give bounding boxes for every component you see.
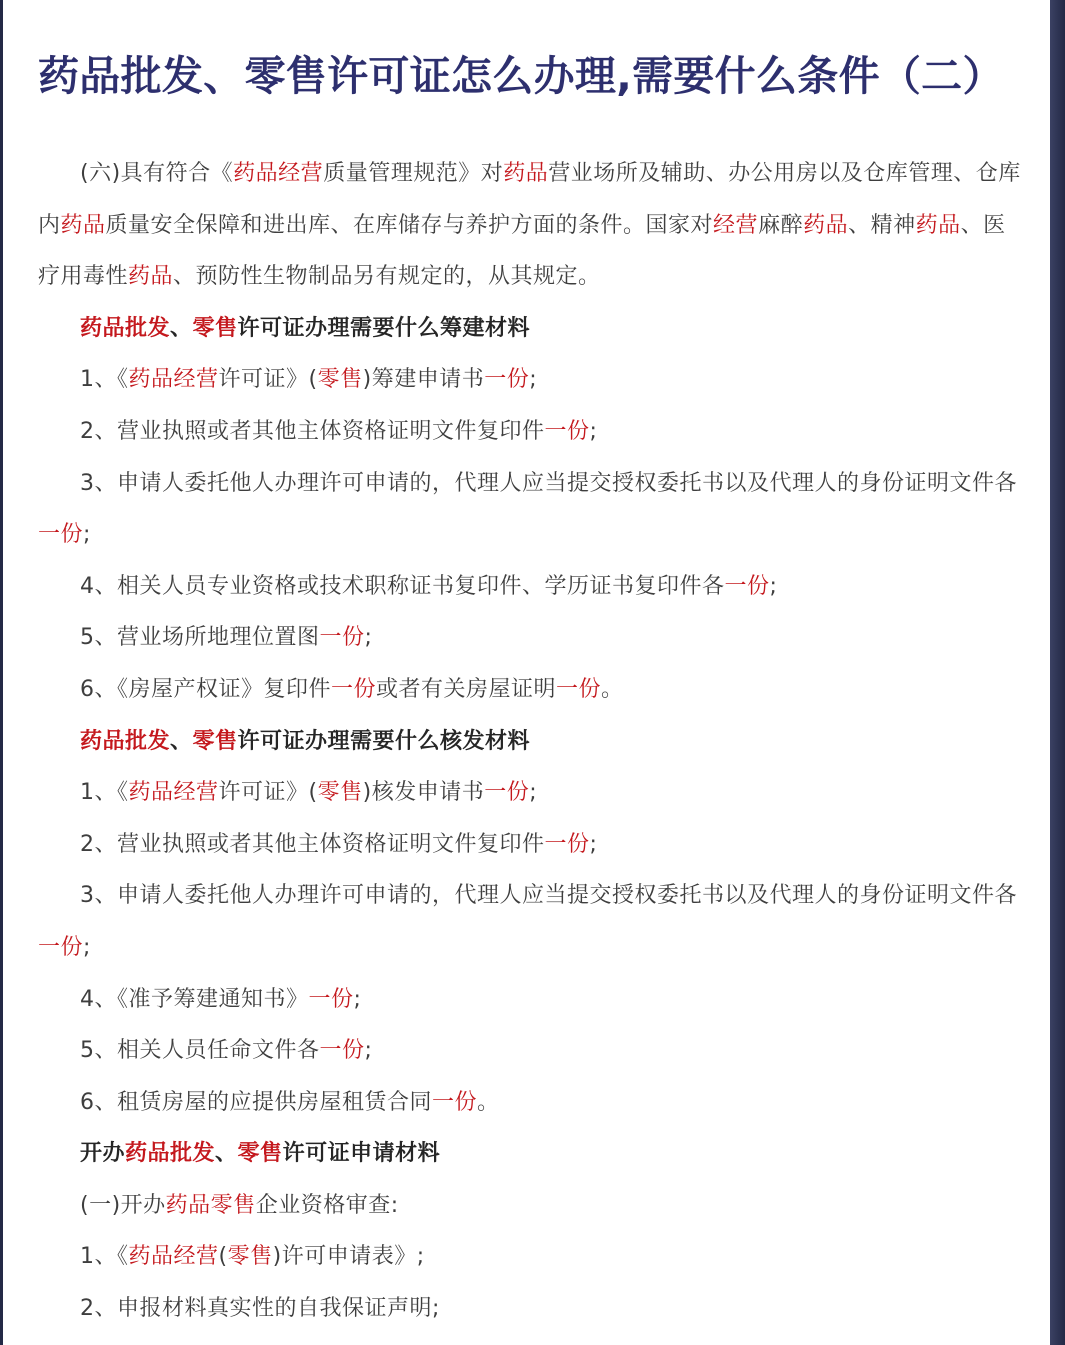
text-run: )筹建申请书 [362, 367, 485, 393]
text-run: 5、营业场所地理位置图 [80, 625, 320, 651]
text-run: ; [529, 780, 538, 806]
text-run: 开办 [80, 1141, 126, 1167]
page-title: 药品批发、零售许可证怎么办理,需要什么条件（二） [38, 52, 1004, 100]
list-item [38, 1025, 1038, 1077]
highlighted-keyword: 一份 [544, 418, 590, 444]
text-run: ; [364, 625, 373, 651]
text-run: ; [529, 367, 538, 393]
text-run: 麻醉 [758, 212, 804, 238]
text-run: 4、《准予筹建通知书》 [80, 986, 309, 1012]
section-heading [38, 716, 1038, 768]
highlighted-keyword: 药品 [128, 264, 174, 290]
highlighted-keyword: 零售 [192, 728, 238, 754]
highlighted-keyword: 一份 [38, 522, 84, 548]
text-run: 3、申请人委托他人办理许可申请的，代理人应当提交授权委托书以及代理人的身份证明文件各 [80, 883, 1018, 909]
text-run: 质量安全保障和进出库、在库储存与养护方面的条件。国家对 [105, 212, 714, 238]
highlighted-keyword: 零售 [237, 1141, 283, 1167]
text-run: 、 [170, 728, 193, 754]
list-item [38, 406, 1038, 458]
highlighted-keyword: 一份 [331, 676, 377, 702]
list-item [38, 612, 1038, 664]
text-run: ; [769, 573, 778, 599]
text-run: 。 [477, 1089, 500, 1115]
highlighted-keyword: 一份 [556, 676, 602, 702]
text-run: 2、营业执照或者其他主体资格证明文件复印件 [80, 418, 545, 444]
highlighted-keyword: 药品 [503, 161, 549, 186]
highlighted-keyword: 一份 [319, 1038, 365, 1064]
section-heading [38, 1128, 1038, 1180]
text-run: 许可证》( [218, 780, 318, 806]
text-run: )许可申请表》; [272, 1244, 425, 1270]
list-item [38, 458, 1038, 510]
highlighted-keyword: 一份 [544, 831, 590, 857]
paragraph-line [38, 148, 1038, 200]
text-run: 1、《 [80, 780, 129, 806]
text-run: 3、申请人委托他人办理许可申请的，代理人应当提交授权委托书以及代理人的身份证明文件各 [80, 470, 1018, 496]
highlighted-keyword: 药品批发 [80, 728, 171, 754]
highlighted-keyword: 药品 [60, 212, 106, 238]
text-run: 许可证办理需要什么核发材料 [237, 728, 531, 754]
highlighted-keyword: 一份 [38, 934, 84, 960]
text-run: 4、相关人员专业资格或技术职称证书复印件、学历证书复印件各 [80, 573, 725, 599]
highlighted-keyword: 一份 [724, 573, 770, 599]
text-run: 、精神 [848, 212, 916, 238]
text-run: 内 [38, 212, 61, 238]
text-run: 、预防性生物制品另有规定的，从其规定。 [173, 264, 601, 290]
text-run: 。 [601, 676, 624, 702]
list-item [38, 767, 1038, 819]
highlighted-keyword: 一份 [432, 1089, 478, 1115]
text-run: 、 [170, 315, 193, 341]
list-item [38, 870, 1038, 922]
text-run: 企业资格审查: [255, 1192, 399, 1218]
highlighted-keyword: 药品批发 [80, 315, 171, 341]
paragraph-line [38, 200, 1038, 252]
text-run: ; [353, 986, 362, 1012]
list-item [38, 664, 1038, 716]
text-run: ; [589, 418, 598, 444]
highlighted-keyword: 药品 [803, 212, 849, 238]
article-body [38, 148, 1038, 1335]
text-run: (一)开办 [80, 1192, 166, 1218]
highlighted-keyword: 药品批发 [125, 1141, 216, 1167]
highlighted-keyword: 药品经营 [128, 780, 219, 806]
text-run: 许可证申请材料 [282, 1141, 441, 1167]
text-run: )核发申请书 [362, 780, 485, 806]
highlighted-keyword: 一份 [484, 367, 530, 393]
text-run: 1、《 [80, 367, 129, 393]
text-run: 5、相关人员任命文件各 [80, 1038, 320, 1064]
text-run: 6、租赁房屋的应提供房屋租赁合同 [80, 1089, 432, 1115]
text-run: 疗用毒性 [38, 264, 129, 290]
highlighted-keyword: 一份 [319, 625, 365, 651]
text-run: 许可证办理需要什么筹建材料 [237, 315, 531, 341]
text-run: (六)具有符合《 [80, 161, 234, 186]
list-item [38, 974, 1038, 1026]
list-item-continuation [38, 922, 1038, 974]
right-border [1050, 0, 1065, 1345]
text-run: 、医 [960, 212, 1006, 238]
left-border [0, 0, 3, 1345]
list-item [38, 561, 1038, 613]
text-run: 许可证》( [218, 367, 318, 393]
highlighted-keyword: 一份 [308, 986, 354, 1012]
text-run: 2、营业执照或者其他主体资格证明文件复印件 [80, 831, 545, 857]
list-item [38, 1283, 1038, 1335]
text-run: 或者有关房屋证明 [376, 676, 557, 702]
highlighted-keyword: 零售 [317, 367, 363, 393]
text-run: ; [589, 831, 598, 857]
list-item [38, 819, 1038, 871]
text-run: 2、申报材料真实性的自我保证声明; [80, 1296, 440, 1322]
text-run: 6、《房屋产权证》复印件 [80, 676, 331, 702]
text-run: 质量管理规范》对 [323, 161, 504, 186]
section-heading [38, 303, 1038, 355]
highlighted-keyword: 零售 [192, 315, 238, 341]
paragraph-line [38, 251, 1038, 303]
text-run: 1、《 [80, 1244, 129, 1270]
list-item [38, 1231, 1038, 1283]
highlighted-keyword: 药品 [915, 212, 961, 238]
text-run: 营业场所及辅助、办公用房以及仓库管理、仓库 [548, 161, 1021, 186]
highlighted-keyword: 药品经营 [128, 1244, 219, 1270]
list-item [38, 354, 1038, 406]
highlighted-keyword: 药品零售 [165, 1192, 256, 1218]
text-run: ; [364, 1038, 373, 1064]
highlighted-keyword: 零售 [227, 1244, 273, 1270]
text-run: ( [218, 1244, 228, 1270]
text-run: ; [83, 522, 91, 548]
list-item-continuation [38, 509, 1038, 561]
text-run: 、 [215, 1141, 238, 1167]
highlighted-keyword: 药品经营 [128, 367, 219, 393]
text-run: ; [83, 934, 91, 960]
list-item [38, 1077, 1038, 1129]
highlighted-keyword: 零售 [317, 780, 363, 806]
highlighted-keyword: 一份 [484, 780, 530, 806]
list-item [38, 1180, 1038, 1232]
highlighted-keyword: 药品经营 [233, 161, 324, 186]
highlighted-keyword: 经营 [713, 212, 759, 238]
